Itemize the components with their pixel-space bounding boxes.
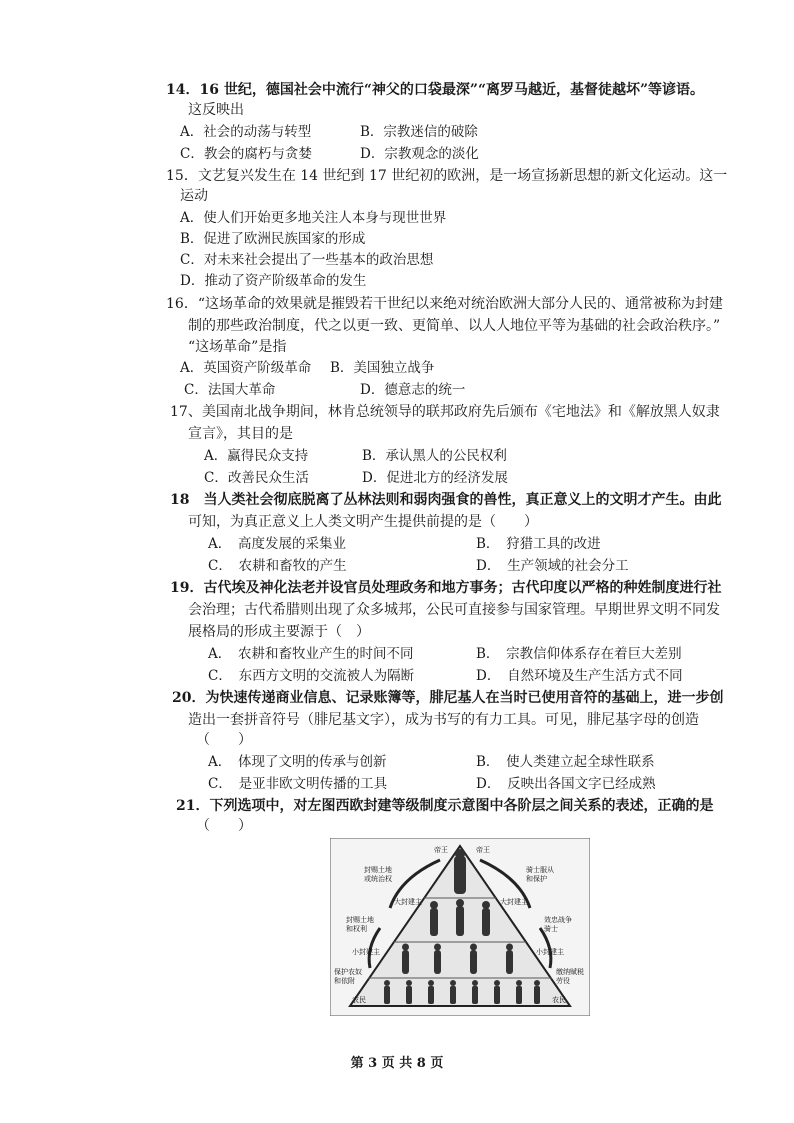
question-14-stem-cont: 这反映出 xyxy=(188,102,244,118)
q15-option-d[interactable]: D．推动了资产阶级革命的发生 xyxy=(180,273,367,289)
question-19-stem-cont: 会治理；古代希腊则出现了众多城邦，公民可直接参与国家管理。早期世界文明不同发 xyxy=(188,602,720,618)
question-16-stem-cont2: “这场革命”是指 xyxy=(188,339,287,355)
question-17-stem: 17、美国南北战争期间，林肯总统领导的联邦政府先后颁布《宅地法》和《解放黑人奴隶 xyxy=(170,404,720,420)
label-right-1: 骑士服从 xyxy=(526,866,554,874)
label-left-1b: 或统治权 xyxy=(364,875,392,883)
label-bottom-right: 农民 xyxy=(552,996,566,1004)
label-mid-left: 大封建主 xyxy=(394,898,422,906)
question-20-stem-cont2: （ ） xyxy=(196,732,252,748)
question-14-stem: 14．16 世纪，德国社会中流行“神父的口袋最深”“离罗马越近，基督徒越坏”等谚语。 xyxy=(166,82,705,98)
q19-option-a[interactable]: A． 农耕和畜牧业产生的时间不同 xyxy=(208,646,414,662)
q17-option-b[interactable]: B．承认黑人的公民权利 xyxy=(362,448,507,464)
question-15-stem: 15．文艺复兴发生在 14 世纪到 17 世纪初的欧洲，是一场宣扬新思想的新文化运动。这一 xyxy=(166,168,728,184)
question-20-stem: 20．为快速传递商业信息、记录账簿等，腓尼基人在当时已使用音符的基础上，进一步创 xyxy=(172,690,724,706)
label-left-2b: 和权利 xyxy=(346,925,367,933)
label-left-3: 保护农奴 xyxy=(334,968,362,976)
label-low-right: 小封建主 xyxy=(536,948,564,956)
q14-option-c[interactable]: C．教会的腐朽与贪婪 xyxy=(180,146,312,162)
label-right-2b: 骑士 xyxy=(544,925,558,933)
q14-option-b[interactable]: B．宗教迷信的破除 xyxy=(360,124,478,140)
q16-option-b[interactable]: B．美国独立战争 xyxy=(330,360,435,376)
question-19-stem-cont2: 展格局的形成主要源于（ ） xyxy=(188,624,370,640)
question-21-stem: 21．下列选项中，对左图西欧封建等级制度示意图中各阶层之间关系的表述，正确的是 xyxy=(176,798,714,814)
q17-option-d[interactable]: D．促进北方的经济发展 xyxy=(362,470,508,486)
q15-option-c[interactable]: C．对未来社会提出了一些基本的政治思想 xyxy=(180,252,434,268)
q16-option-d[interactable]: D．德意志的统一 xyxy=(360,382,466,398)
q20-option-d[interactable]: D． 反映出各国文字已经成熟 xyxy=(476,776,656,792)
question-17-stem-cont: 宣言》，其目的是 xyxy=(188,426,293,442)
q20-option-b[interactable]: B． 使人类建立起全球性联系 xyxy=(476,754,655,770)
q20-option-a[interactable]: A． 体现了文明的传承与创新 xyxy=(208,754,387,770)
q15-option-a[interactable]: A．使人们开始更多地关注人本身与现世世界 xyxy=(180,210,447,226)
q18-option-c[interactable]: C． 农耕和畜牧的产生 xyxy=(208,558,347,574)
question-16-stem: 16．“这场革命的效果就是摧毁若干世纪以来绝对统治欧洲大部分人民的、通常被称为封建 xyxy=(166,296,723,312)
page-footer: 第 3 页 共 8 页 xyxy=(350,1056,444,1071)
king-figure xyxy=(454,856,466,894)
q15-option-b[interactable]: B．促进了欧洲民族国家的形成 xyxy=(180,231,366,247)
q19-option-c[interactable]: C． 东西方文明的交流被人为隔断 xyxy=(208,668,415,684)
label-top-left: 帝王 xyxy=(434,846,448,854)
q18-option-d[interactable]: D． 生产领域的社会分工 xyxy=(476,558,629,574)
label-left-3b: 和依附 xyxy=(334,977,355,985)
feudal-hierarchy-diagram xyxy=(330,838,590,1016)
label-right-3: 缴纳赋税 xyxy=(556,968,584,976)
q20-option-c[interactable]: C． 是亚非欧文明传播的工具 xyxy=(208,776,388,792)
question-15-stem-cont: 运动 xyxy=(180,188,208,204)
label-left-1: 封赐土地 xyxy=(364,866,392,874)
question-19-stem: 19．古代埃及神化法老并设官员处理政务和地方事务；古代印度以严格的种姓制度进行社 xyxy=(170,580,722,596)
q19-option-b[interactable]: B． 宗教信仰体系存在着巨大差别 xyxy=(476,646,682,662)
q16-option-a[interactable]: A．英国资产阶级革命 xyxy=(180,360,312,376)
q14-option-d[interactable]: D．宗教观念的淡化 xyxy=(360,146,479,162)
label-right-3b: 劳役 xyxy=(556,977,570,985)
label-right-2: 效忠战争 xyxy=(544,916,572,924)
q19-option-d[interactable]: D． 自然环境及生产生活方式不同 xyxy=(476,668,683,684)
q14-option-a[interactable]: A．社会的动荡与转型 xyxy=(180,124,312,140)
question-20-stem-cont: 造出一套拼音符号（腓尼基文字），成为书写的有力工具。可见，腓尼基字母的创造 xyxy=(188,712,699,728)
question-16-stem-cont: 制的那些政治制度，代之以更一致、更简单、以人人地位平等为基础的社会政治秩序。” xyxy=(188,318,721,334)
label-bottom-left: 农民 xyxy=(352,996,366,1004)
q18-option-a[interactable]: A． 高度发展的采集业 xyxy=(208,536,346,552)
question-18-stem: 18 当人类社会彻底脱离了丛林法则和弱肉强食的兽性，真正意义上的文明才产生。由此 xyxy=(170,492,722,508)
label-top-right: 帝王 xyxy=(476,846,490,854)
label-mid-right: 大封建主 xyxy=(500,898,528,906)
question-21-stem-cont: （ ） xyxy=(196,818,252,834)
label-left-2: 封赐土地 xyxy=(346,916,374,924)
q16-option-c[interactable]: C．法国大革命 xyxy=(184,382,276,398)
q17-option-a[interactable]: A．赢得民众支持 xyxy=(204,448,309,464)
q17-option-c[interactable]: C．改善民众生活 xyxy=(204,470,309,486)
label-low-left: 小封建主 xyxy=(352,948,380,956)
king-head xyxy=(455,849,465,859)
q18-option-b[interactable]: B． 狩猎工具的改进 xyxy=(476,536,601,552)
label-right-1b: 和保护 xyxy=(526,875,547,883)
question-18-stem-cont: 可知，为真正意义上人类文明产生提供前提的是（ ） xyxy=(188,514,538,530)
